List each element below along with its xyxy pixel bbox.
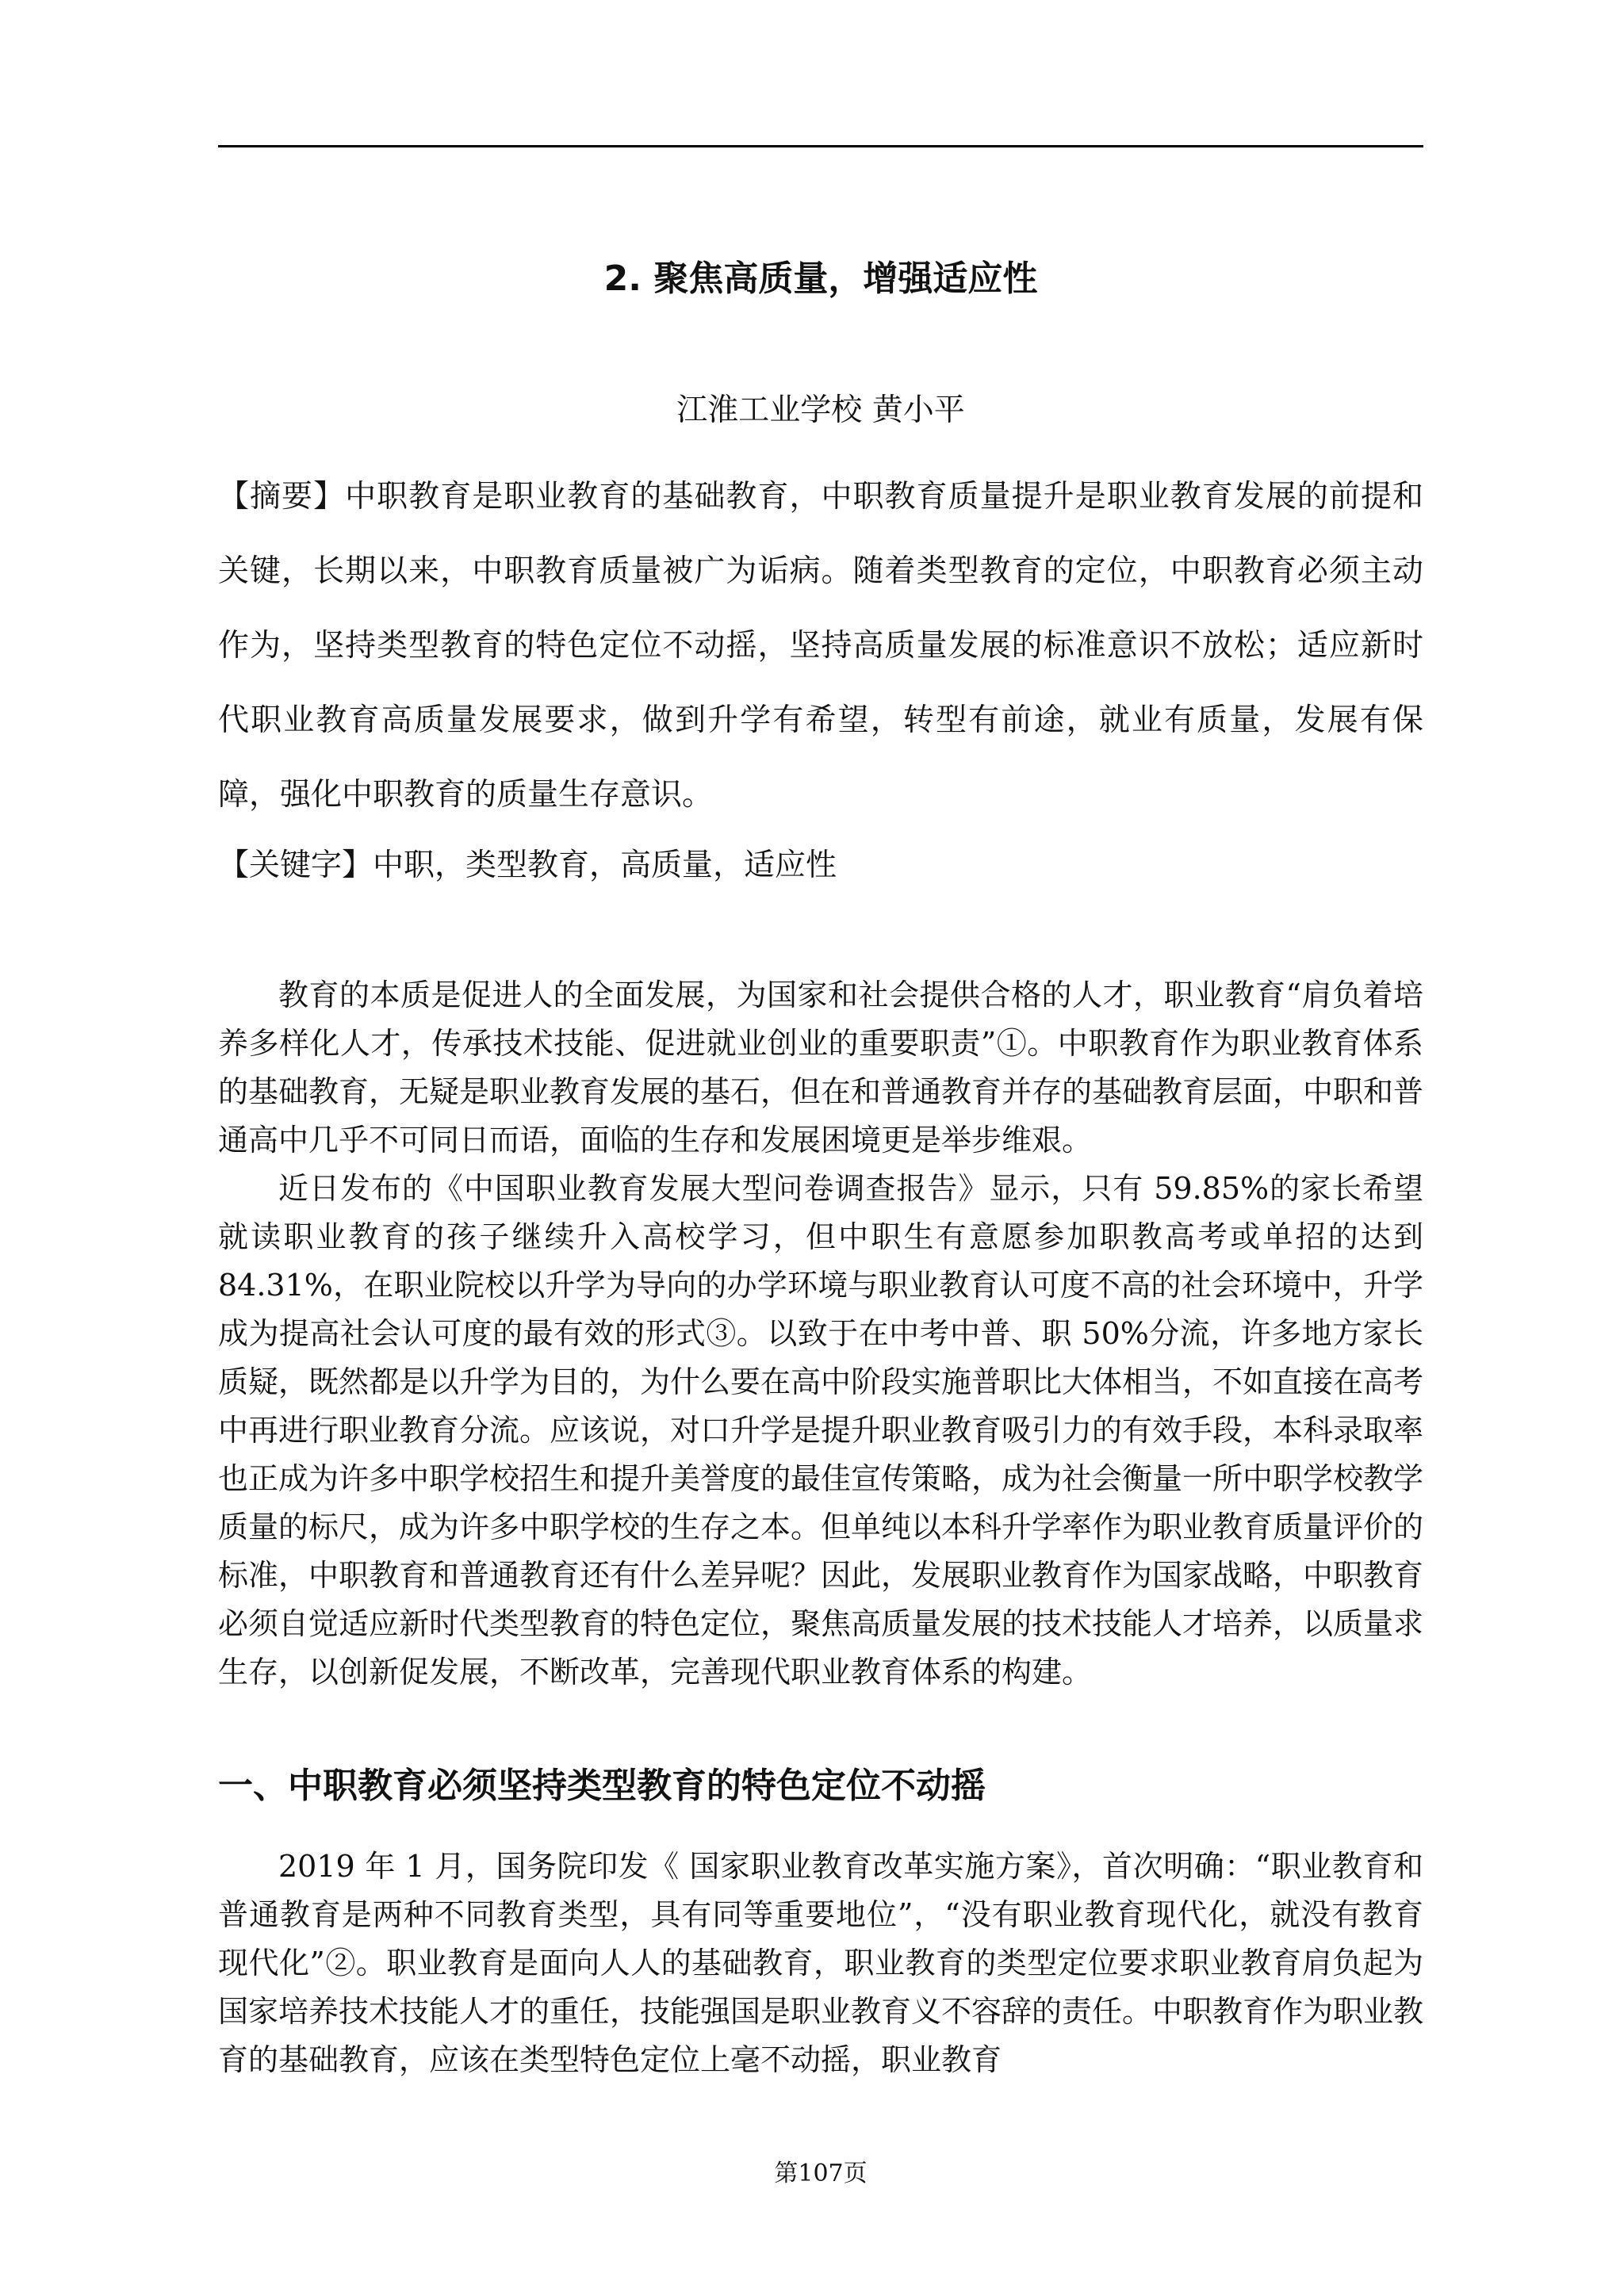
body-paragraph: 教育的本质是促进人的全面发展，为国家和社会提供合格的人才，职业教育“肩负着培养多样化人才，传承技术技能、促进就业创业的重要职责”①。中职教育作为职业教育体系的基础教育，无疑是职业教育发展的基石，但在和普通教育并存的基础教育层面，中职和普通高中几乎不可同日而语，面临的生存和发展困境更是举步维艰。 (218, 978, 1424, 1158)
header-rule (218, 145, 1423, 147)
article-author: 江淮工业学校 黄小平 (676, 392, 965, 428)
article-title: 2. 聚焦高质量，增强适应性 (603, 258, 1038, 299)
keywords-text: 中职，类型教育，高质量，适应性 (373, 848, 837, 883)
abstract (218, 460, 1423, 832)
section-heading: 一、中职教育必须坚持类型教育的特色定位不动摇 (218, 1766, 986, 1806)
intro-body (218, 971, 1423, 1697)
keywords-label: 【关键字】 (218, 848, 373, 883)
page-number: 第107页 (774, 2160, 868, 2187)
body-paragraph: 2019 年 1 月，国务院印发《 国家职业教育改革实施方案》，首次明确：“职业教育和普通教育是两种不同教育类型，具有同等重要地位”，“没有职业教育现代化，就没有教育现代化”②。职业教育是面向人人的基础教育，职业教育的类型定位要求职业教育肩负起为国家培养技术技能人才的重任，技能强国是职业教育义不容辞的责任。中职教育作为职业教育的基础教育，应该在类型特色定位上毫不动摇，职业教育 (218, 1849, 1424, 2077)
section-body (218, 1843, 1423, 2084)
body-paragraph: 近日发布的《中国职业教育发展大型问卷调查报告》显示，只有 59.85%的家长希望就读职业教育的孩子继续升入高校学习，但中职生有意愿参加职教高考或单招的达到 84.31%，在职业院校以升学为导向的办学环境与职业教育认可度不高的社会环境中，升学成为提高社会认可度的最有效的形式③。以致于在中考中普、职 50%分流，许多地方家长质疑，既然都是以升学为目的，为什么要在高中阶段实施普职比大体相当，不如直接在高考中再进行职业教育分流。应该说，对口升学是提升职业教育吸引力的有效手段，本科录取率也正成为许多中职学校招生和提升美誉度的最佳宣传策略，成为社会衡量一所中职学校教学质量的标尺，成为许多中职学校的生存之本。但单纯以本科升学率作为职业教育质量评价的标准，中职教育和普通教育还有什么差异呢？因此，发展职业教育作为国家战略，中职教育必须自觉适应新时代类型教育的特色定位，聚焦高质量发展的技术技能人才培养，以质量求生存，以创新促发展，不断改革，完善现代职业教育体系的构建。 (218, 1171, 1424, 1689)
abstract-label: 【摘要】 (218, 479, 346, 515)
keywords (218, 842, 1423, 890)
abstract-text: 中职教育是职业教育的基础教育，中职教育质量提升是职业教育发展的前提和关键，长期以来，中职教育质量被广为诟病。随着类型教育的定位，中职教育必须主动作为，坚持类型教育的特色定位不动摇，坚持高质量发展的标准意识不放松；适应新时代职业教育高质量发展要求，做到升学有希望，转型有前途，就业有质量，发展有保障，强化中职教育的质量生存意识。 (218, 479, 1423, 813)
